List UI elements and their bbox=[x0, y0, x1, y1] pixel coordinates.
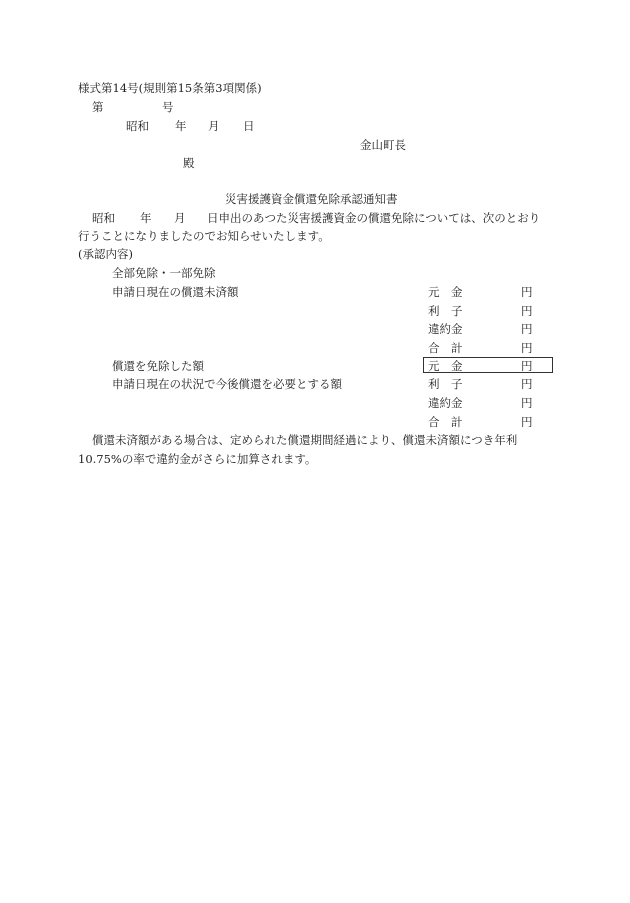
outstanding-row-total: 合 計 bbox=[428, 341, 463, 355]
outstanding-unit: 円 bbox=[521, 341, 533, 355]
form-label: 様式第14号(規則第15条第3項関係) bbox=[78, 81, 262, 95]
exempted-unit: 円 bbox=[521, 359, 533, 373]
note-line1: 償還未済額がある場合は、定められた償還期間経過により、償還未済額につき年利 bbox=[92, 433, 518, 447]
exemption-type: 全部免除・一部免除 bbox=[112, 266, 216, 280]
outstanding-unit: 円 bbox=[521, 304, 533, 318]
required-unit: 円 bbox=[521, 396, 533, 410]
note-line2: 10.75%の率で違約金がさらに加算されます。 bbox=[78, 452, 317, 466]
addressee-suffix: 殿 bbox=[183, 156, 195, 170]
intro-line1: 日申出のあつた災害援護資金の償還免除については、次のとおり bbox=[207, 211, 541, 225]
number-dai: 第 bbox=[92, 100, 104, 114]
required-row-penalty: 違約金 bbox=[428, 396, 463, 410]
date-month: 月 bbox=[208, 119, 220, 133]
date-year: 年 bbox=[175, 119, 187, 133]
section-required-label: 申請日現在の状況で今後償還を必要とする額 bbox=[112, 377, 342, 391]
issuer: 金山町長 bbox=[360, 138, 406, 152]
required-unit: 円 bbox=[521, 415, 533, 429]
outstanding-row-interest: 利 子 bbox=[428, 304, 463, 318]
required-unit: 円 bbox=[521, 377, 533, 391]
intro-era: 昭和 bbox=[92, 211, 115, 225]
number-go: 号 bbox=[162, 100, 174, 114]
section-exempted-label: 償還を免除した額 bbox=[112, 359, 204, 373]
date-era: 昭和 bbox=[126, 119, 149, 133]
outstanding-row-principal: 元 金 bbox=[428, 285, 463, 299]
date-day: 日 bbox=[243, 119, 255, 133]
outstanding-unit: 円 bbox=[521, 285, 533, 299]
intro-line2: 行うことになりましたのでお知らせいたします。 bbox=[78, 229, 330, 243]
outstanding-unit: 円 bbox=[521, 322, 533, 336]
content-heading: (承認内容) bbox=[78, 247, 133, 261]
document-title: 災害援護資金償還免除承認通知書 bbox=[225, 192, 398, 206]
required-row-total: 合 計 bbox=[428, 415, 463, 429]
section-outstanding-label: 申請日現在の償還未済額 bbox=[112, 285, 239, 299]
exempted-row-principal: 元 金 bbox=[428, 359, 463, 373]
intro-year: 年 bbox=[140, 211, 152, 225]
intro-month: 月 bbox=[174, 211, 186, 225]
required-row-interest: 利 子 bbox=[428, 377, 463, 391]
outstanding-row-penalty: 違約金 bbox=[428, 322, 463, 336]
